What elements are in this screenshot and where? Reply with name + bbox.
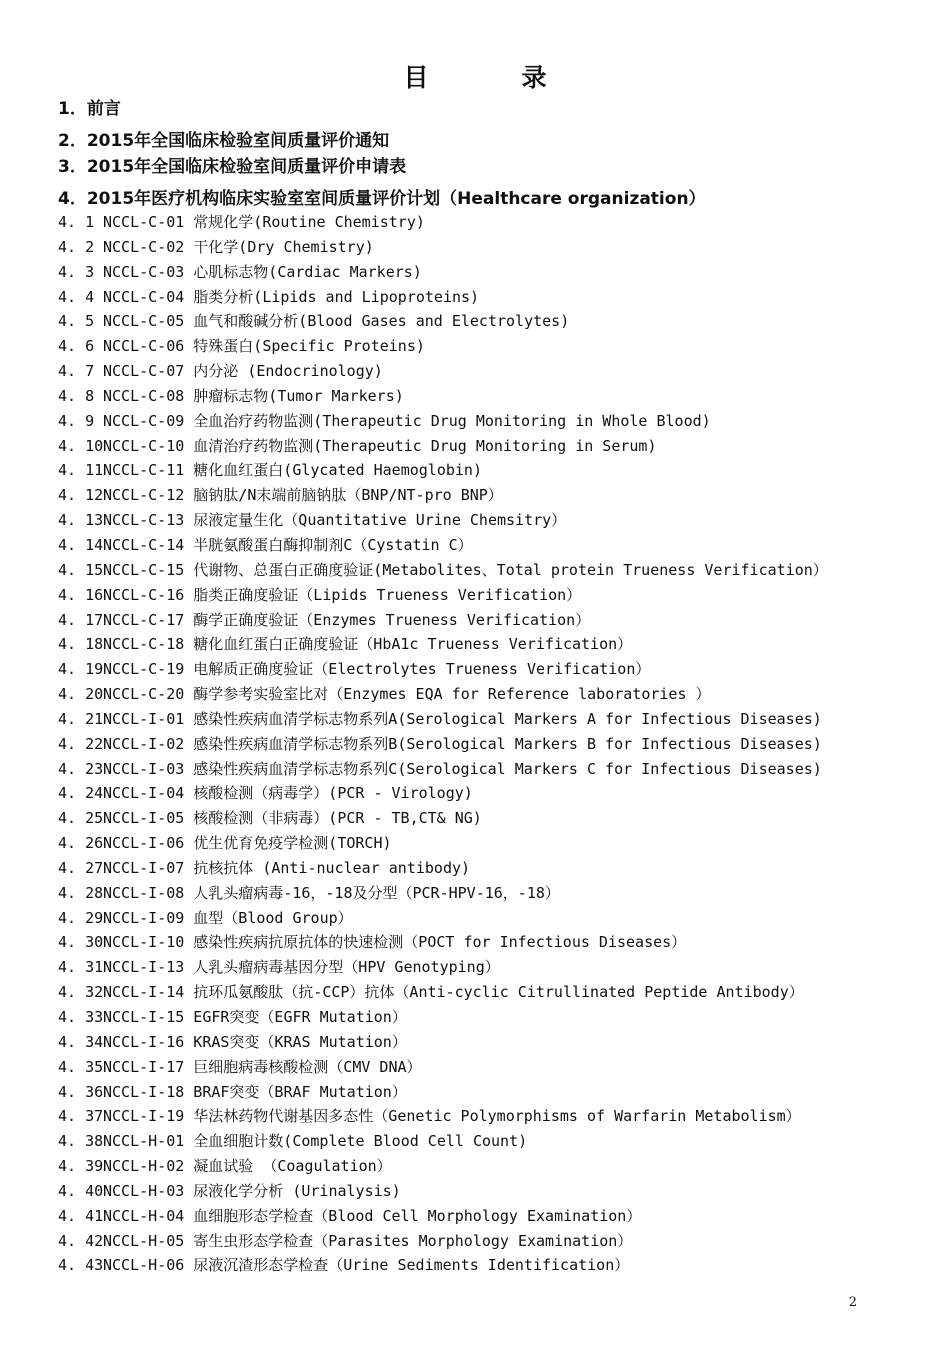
section-heading: 3．2015年全国临床检验室间质量评价申请表 (58, 157, 407, 177)
toc-item (58, 260, 938, 285)
toc-item-text: NCCL-I-05 核酸检测（非病毒）(PCR - TB,CT& NG) (103, 809, 482, 828)
toc-item-text: NCCL-I-09 血型（Blood Group） (103, 908, 353, 927)
toc-item-text: NCCL-I-10 感染性疾病抗原抗体的快速检测（POCT for Infectious Diseases） (103, 933, 687, 952)
toc-item-text: NCCL-C-19 电解质正确度验证（Electrolytes Trueness Verification） (103, 660, 651, 679)
toc-item-number: 4. 38 (58, 1132, 104, 1151)
toc-item-text: NCCL-C-05 血气和酸碱分析(Blood Gases and Electrolytes) (103, 312, 570, 331)
toc-item (58, 1055, 938, 1080)
toc-item (58, 1080, 938, 1105)
toc-item-number: 4. 28 (58, 883, 104, 902)
toc-item-number: 4. 16 (58, 585, 104, 604)
toc-item-number: 4. 1 (58, 213, 95, 231)
toc-item-text: NCCL-I-01 感染性疾病血清学标志物系列A(Serological Markers A for Infectious Diseases) (103, 709, 822, 728)
toc-item-text: NCCL-C-13 尿液定量生化（Quantitative Urine Chemsitry） (103, 511, 567, 530)
toc-item-text: NCCL-H-01 全血细胞计数(Complete Blood Cell Count) (103, 1132, 528, 1151)
toc-item-text: NCCL-C-11 糖化血红蛋白(Glycated Haemoglobin) (103, 461, 482, 480)
toc-item (58, 334, 938, 359)
toc-item-text: NCCL-C-06 特殊蛋白(Specific Proteins) (103, 337, 425, 356)
toc-item-number: 4. 3 (58, 262, 95, 281)
toc-item (58, 1005, 938, 1030)
toc-item (58, 707, 938, 732)
toc-item-text: NCCL-I-17 巨细胞病毒核酸检测（CMV DNA） (103, 1057, 422, 1076)
toc-item-number: 4. 11 (58, 461, 104, 480)
toc-item-text: NCCL-I-16 KRAS突变（KRAS Mutation） (103, 1032, 407, 1051)
toc-item (58, 906, 938, 931)
toc-item (58, 508, 938, 533)
toc-item (58, 1204, 938, 1229)
toc-item-text: NCCL-H-05 寄生虫形态学检查（Parasites Morphology Examination） (103, 1231, 633, 1250)
toc-item-number: 4. 12 (58, 486, 104, 505)
toc-item-number: 4. 42 (58, 1231, 104, 1250)
toc-item-number: 4. 35 (58, 1057, 104, 1076)
toc-item-number: 4. 43 (58, 1256, 104, 1275)
page-number: 2 (848, 1295, 857, 1310)
toc-item (58, 1229, 938, 1254)
toc-item-number: 4. 13 (58, 511, 104, 530)
toc-item-number: 4. 41 (58, 1206, 104, 1225)
toc-item (58, 359, 938, 384)
toc-item-number: 4. 24 (58, 784, 104, 803)
page-title: 目 录 (403, 63, 581, 92)
toc-item-text: NCCL-I-02 感染性疾病血清学标志物系列B(Serological Markers B for Infectious Diseases) (103, 734, 822, 753)
toc-item (58, 458, 938, 483)
toc-item (58, 1104, 938, 1129)
toc-item-text: NCCL-C-07 内分泌 (Endocrinology) (103, 362, 383, 381)
toc-item-text: NCCL-I-15 EGFR突变（EGFR Mutation） (103, 1008, 407, 1026)
toc-item (58, 1179, 938, 1204)
toc-item-text: NCCL-C-18 糖化血红蛋白正确度验证（HbA1c Trueness Verification） (103, 635, 633, 654)
toc-item (58, 980, 938, 1005)
toc-item-number: 4. 21 (58, 709, 104, 728)
toc-item-number: 4. 33 (58, 1008, 104, 1026)
toc-item (58, 632, 938, 657)
toc-item-number: 4. 36 (58, 1082, 104, 1101)
toc-item-number: 4. 7 (58, 362, 95, 381)
toc-item-text: NCCL-C-20 酶学参考实验室比对（Enzymes EQA for Reference laboratories ） (103, 685, 711, 704)
toc-item (58, 608, 938, 633)
toc-item-number: 4. 27 (58, 858, 104, 877)
toc-item-number: 4. 25 (58, 809, 104, 828)
toc-item (58, 856, 938, 881)
toc-item-number: 4. 17 (58, 610, 104, 629)
toc-item-text: NCCL-I-08 人乳头瘤病毒-16，-18及分型（PCR-HPV-16，-18） (103, 883, 560, 902)
toc-item (58, 309, 938, 334)
toc-item (58, 682, 938, 707)
toc-item-text: NCCL-I-07 抗核抗体 (Anti-nuclear antibody) (103, 858, 471, 877)
toc-item-number: 4. 39 (58, 1157, 104, 1176)
toc-item (58, 434, 938, 459)
toc-item (58, 483, 938, 508)
toc-item-text: NCCL-C-01 常规化学(Routine Chemistry) (103, 213, 425, 231)
toc-item (58, 930, 938, 955)
toc-item (58, 881, 938, 906)
toc-item-number: 4. 23 (58, 759, 104, 778)
toc-item-number: 4. 40 (58, 1181, 104, 1200)
toc-item (58, 806, 938, 831)
toc-item-text: NCCL-I-19 华法林药物代谢基因多态性（Genetic Polymorphisms of Warfarin Metabolism） (103, 1107, 801, 1126)
toc-item-list (58, 210, 938, 1278)
toc-item (58, 583, 938, 608)
toc-item-text: NCCL-C-04 脂类分析(Lipids and Lipoproteins) (103, 287, 480, 306)
toc-item (58, 1129, 938, 1154)
toc-item (58, 955, 938, 980)
toc-item-number: 4. 6 (58, 337, 95, 356)
toc-item (58, 1253, 938, 1278)
toc-item (58, 285, 938, 310)
toc-item-number: 4. 32 (58, 983, 104, 1002)
toc-item-number: 4. 30 (58, 933, 104, 952)
toc-item-number: 4. 2 (58, 237, 95, 256)
toc-item-number: 4. 19 (58, 660, 104, 679)
toc-item (58, 235, 938, 260)
toc-item-text: NCCL-C-16 脂类正确度验证（Lipids Trueness Verification） (103, 585, 582, 604)
section-heading: 1．前言 (58, 99, 121, 119)
toc-item (58, 1154, 938, 1179)
toc-item-number: 4. 29 (58, 908, 104, 927)
toc-item-text: NCCL-C-12 脑钠肽/N末端前脑钠肽（BNP/NT-pro BNP） (103, 486, 503, 505)
toc-item-number: 4. 26 (58, 834, 104, 853)
toc-item-text: NCCL-H-03 尿液化学分析 (Urinalysis) (103, 1181, 401, 1200)
toc-item-text: NCCL-I-04 核酸检测（病毒学）(PCR - Virology) (103, 784, 473, 803)
toc-item-number: 4. 9 (58, 411, 95, 430)
toc-item (58, 831, 938, 856)
toc-item-text: NCCL-C-10 血清治疗药物监测(Therapeutic Drug Monitoring in Serum) (103, 436, 657, 455)
toc-item-text: NCCL-C-15 代谢物、总蛋白正确度验证(Metabolites、Total protein Trueness Verification） (103, 560, 828, 579)
toc-item-text: NCCL-H-06 尿液沉渣形态学检查（Urine Sediments Identification） (103, 1256, 630, 1275)
toc-item-number: 4. 34 (58, 1032, 104, 1051)
toc-item-text: NCCL-I-13 人乳头瘤病毒基因分型（HPV Genotyping） (103, 958, 500, 977)
toc-item (58, 384, 938, 409)
toc-item-text: NCCL-C-14 半胱氨酸蛋白酶抑制剂C（Cystatin C） (103, 535, 473, 554)
section-list (58, 96, 938, 212)
toc-item (58, 210, 938, 235)
toc-item-number: 4. 31 (58, 958, 104, 977)
toc-item-text: NCCL-H-04 血细胞形态学检查（Blood Cell Morphology Examination） (103, 1206, 642, 1225)
toc-item (58, 1030, 938, 1055)
toc-item-text: NCCL-C-03 心肌标志物(Cardiac Markers) (103, 262, 422, 281)
toc-item (58, 533, 938, 558)
toc-item-number: 4. 20 (58, 685, 104, 704)
toc-item-number: 4. 18 (58, 635, 104, 654)
toc-item (58, 757, 938, 782)
toc-item-text: NCCL-C-17 酶学正确度验证（Enzymes Trueness Verification） (103, 610, 591, 629)
toc-item-text: NCCL-I-03 感染性疾病血清学标志物系列C(Serological Markers C for Infectious Diseases) (103, 759, 822, 778)
toc-item-text: NCCL-I-18 BRAF突变（BRAF Mutation） (103, 1082, 407, 1101)
toc-item-number: 4. 4 (58, 287, 95, 306)
toc-item-text: NCCL-I-06 优生优育免疫学检测(TORCH) (103, 834, 392, 853)
toc-item-number: 4. 22 (58, 734, 104, 753)
toc-item-text: NCCL-H-02 凝血试验 （Coagulation） (103, 1157, 392, 1176)
toc-item (58, 558, 938, 583)
toc-item (58, 657, 938, 682)
section-heading: 2．2015年全国临床检验室间质量评价通知 (58, 131, 390, 151)
section-heading: 4．2015年医疗机构临床实验室室间质量评价计划（Healthcare organization） (58, 189, 706, 209)
toc-item-number: 4. 15 (58, 560, 104, 579)
toc-item (58, 409, 938, 434)
toc-item-number: 4. 8 (58, 386, 95, 405)
toc-item (58, 732, 938, 757)
toc-item-number: 4. 5 (58, 312, 95, 331)
toc-item-number: 4. 37 (58, 1107, 104, 1126)
toc-item-text: NCCL-C-09 全血治疗药物监测(Therapeutic Drug Monitoring in Whole Blood) (103, 411, 711, 430)
toc-item-text: NCCL-I-14 抗环瓜氨酸肽（抗-CCP）抗体（Anti-cyclic Citrullinated Peptide Antibody） (103, 983, 804, 1002)
toc-item-text: NCCL-C-08 肿瘤标志物(Tumor Markers) (103, 386, 404, 405)
toc-item-number: 4. 10 (58, 436, 104, 455)
toc-item-number: 4. 14 (58, 535, 104, 554)
toc-item-text: NCCL-C-02 干化学(Dry Chemistry) (103, 237, 374, 256)
toc-item (58, 781, 938, 806)
